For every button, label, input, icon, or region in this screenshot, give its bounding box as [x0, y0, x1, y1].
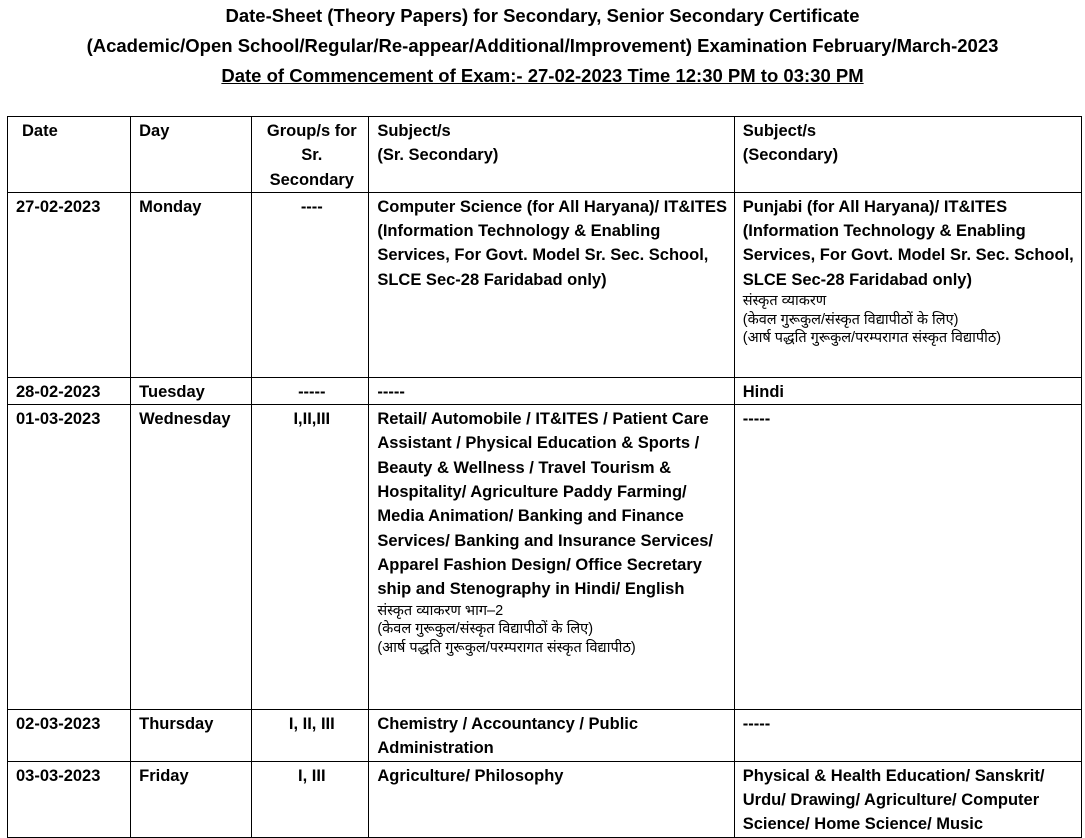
header-date: Date	[8, 117, 131, 193]
table-row	[8, 761, 1082, 837]
row-sec-subjects: Hindi	[734, 377, 1081, 404]
row-sr-subjects: Retail/ Automobile / IT&ITES / Patient Care Assistant / Physical Education & Sports / Beauty & Wellness / Travel Tourism & Hospitality/ Agriculture Paddy Farming/ Media Animation/ Banking and Finance Services/ Banking and Insurance Services/ Apparel Fashion Design/ Office Secretary ship and Stenography in Hindi/ English संस्कृत व्याकरण भाग–2 (केवल गुरूकुल/संस्कृत विद्यापीठों के लिए) (आर्ष पद्धति गुरूकुल/परम्परागत संस्कृत विद्यापीठ)	[369, 405, 734, 710]
row-day: Wednesday	[131, 405, 252, 710]
row-day: Monday	[131, 192, 252, 377]
header-sec-subjects: Subject/s (Secondary)	[734, 117, 1081, 193]
header-title-line-1: Date-Sheet (Theory Papers) for Secondary, Senior Secondary Certificate	[225, 5, 860, 26]
row-date: 02-03-2023	[8, 710, 131, 762]
row-sr-subjects: -----	[369, 377, 734, 404]
row-sec-subjects: -----	[734, 710, 1081, 762]
header-group: Group/s for Sr. Secondary	[252, 117, 369, 193]
row-date: 27-02-2023	[8, 192, 131, 377]
row-sec-subjects: Punjabi (for All Haryana)/ IT&ITES (Information Technology & Enabling Services, For Govt. Model Sr. Sec. School, SLCE Sec-28 Faridabad only) संस्कृत व्याकरण (केवल गुरूकुल/संस्कृत विद्यापीठों के लिए) (आर्ष पद्धति गुरूकुल/परम्परागत संस्कृत विद्यापीठ)	[734, 192, 1081, 377]
table-row	[8, 405, 1082, 710]
row-sr-subjects: Agriculture/ Philosophy	[369, 761, 734, 837]
table-row	[8, 192, 1082, 377]
document-header	[0, 0, 1085, 91]
row-date: 28-02-2023	[8, 377, 131, 404]
header-day: Day	[131, 117, 252, 193]
header-title-line-2: (Academic/Open School/Regular/Re-appear/Additional/Improvement) Examination February/March-2023	[86, 35, 999, 56]
table-row	[8, 377, 1082, 404]
commencement-line: Date of Commencement of Exam:- 27-02-2023 Time 12:30 PM to 03:30 PM	[221, 65, 864, 86]
row-day: Friday	[131, 761, 252, 837]
table-row	[8, 710, 1082, 762]
row-group: ----	[252, 192, 369, 377]
row-day: Thursday	[131, 710, 252, 762]
row-sr-subjects: Chemistry / Accountancy / Public Administration	[369, 710, 734, 762]
row-group: I, II, III	[252, 710, 369, 762]
table-header-row	[8, 117, 1082, 193]
row-date: 01-03-2023	[8, 405, 131, 710]
sanskrit-grammar-note: संस्कृत व्याकरण भाग–2	[377, 602, 504, 619]
sanskrit-grammar-note: संस्कृत व्याकरण	[742, 293, 827, 310]
row-date: 03-03-2023	[8, 761, 131, 837]
header-sr-subjects: Subject/s (Sr. Secondary)	[369, 117, 734, 193]
row-day: Tuesday	[131, 377, 252, 404]
row-group: -----	[252, 377, 369, 404]
row-sec-subjects: Physical & Health Education/ Sanskrit/ Urdu/ Drawing/ Agriculture/ Computer Science/ Home Science/ Music	[734, 761, 1081, 837]
date-sheet-table	[7, 116, 1082, 838]
row-sr-subjects: Computer Science (for All Haryana)/ IT&ITES (Information Technology & Enabling Services, For Govt. Model Sr. Sec. School, SLCE Sec-28 Faridabad only)	[369, 192, 734, 377]
row-group: I,II,III	[252, 405, 369, 710]
row-sec-subjects: -----	[734, 405, 1081, 710]
row-group: I, III	[252, 761, 369, 837]
